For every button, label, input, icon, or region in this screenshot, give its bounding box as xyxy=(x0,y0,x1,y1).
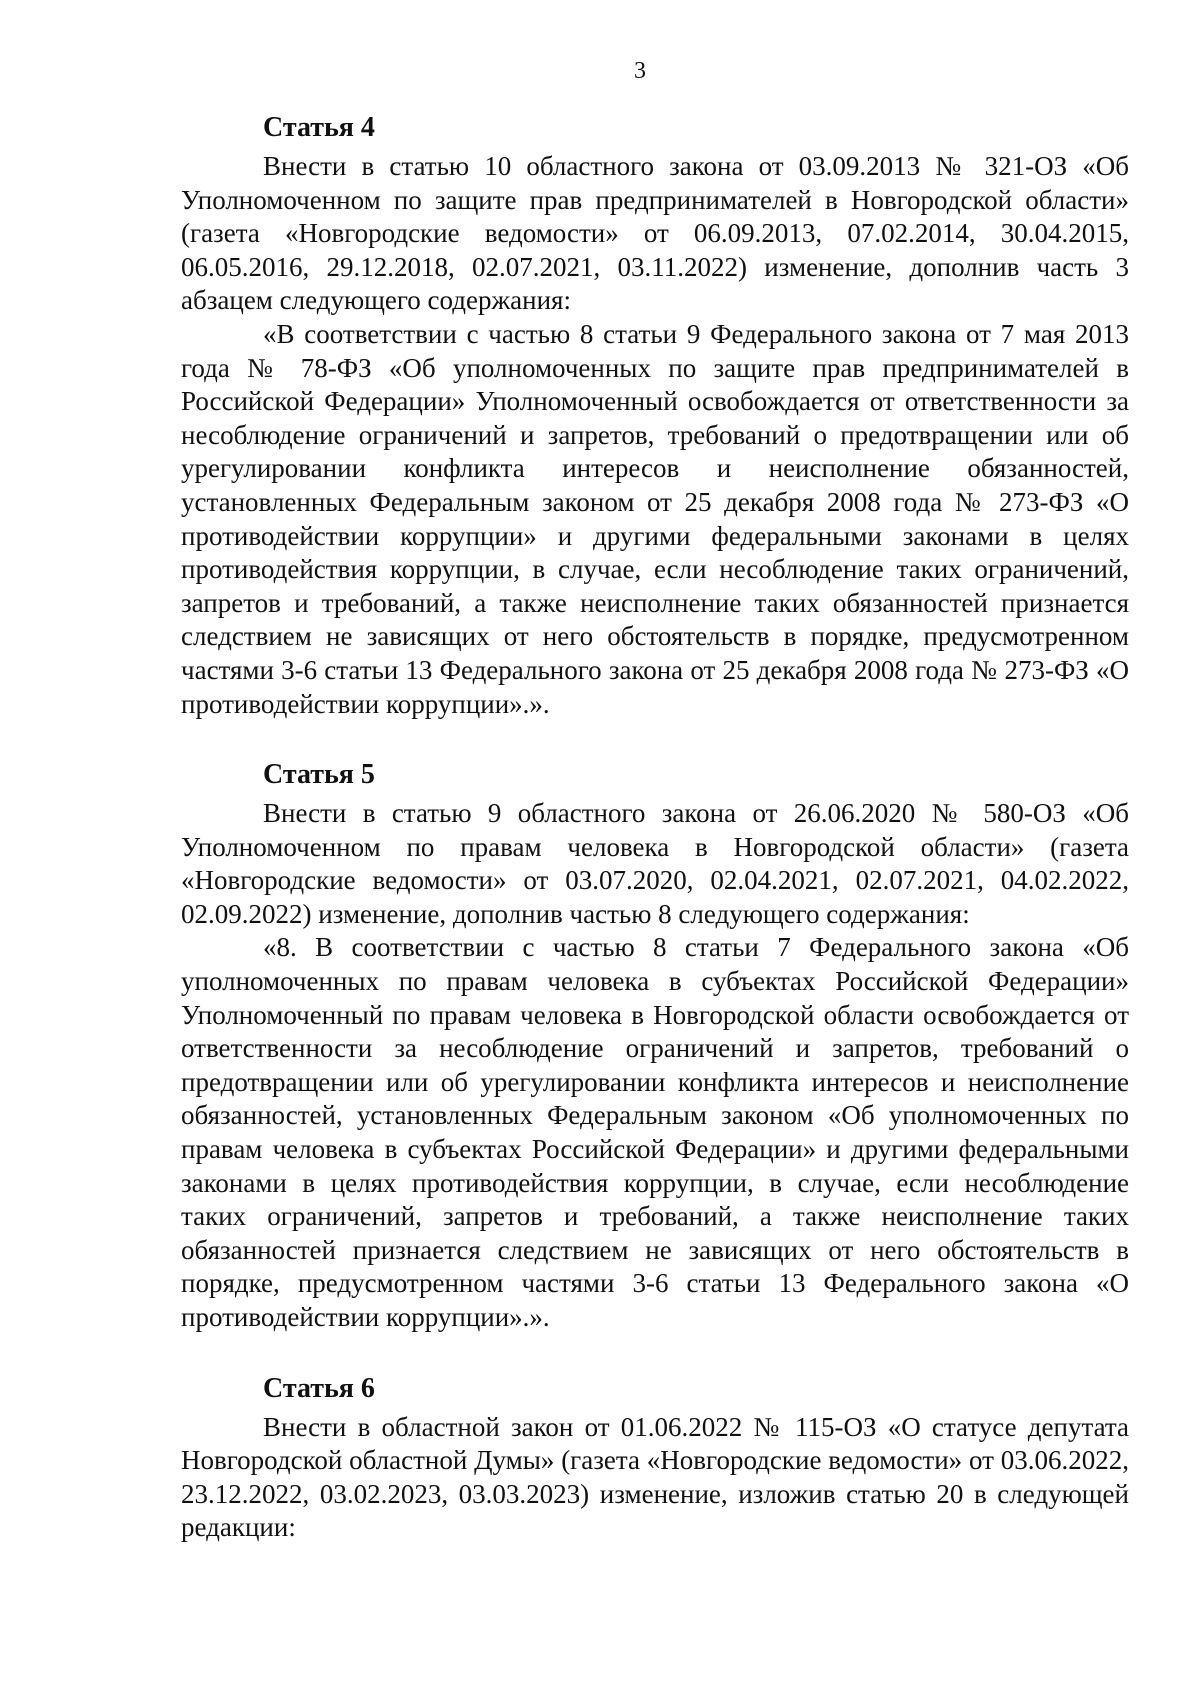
article-heading: Статья 4 xyxy=(263,112,375,143)
document-body xyxy=(181,108,1129,1545)
article-paragraph: Внести в статью 10 областного закона от 03.09.2013 № 321-ОЗ «Об Уполномоченном по защите прав предпринимателей в Новгородской области» (газета «Новгородские ведомости» от 06.09.2013, 07.02.2014, 30.04.2015, 06.05.2016, 29.12.2018, 02.07.2021, 03.11.2022) изменение, дополнив часть 3 абзацем следующего содержания: xyxy=(181,151,1129,316)
article-6 xyxy=(181,1369,1129,1545)
article-paragraph: «8. В соответствии с частью 8 статьи 7 Федерального закона «Об уполномоченных по правам человека в субъектах Российской Федерации» Уполномоченный по правам человека в Новгородской области освобождается от ответственности за несоблюдение ограничений и запретов, требований о предотвращении или об урегулировании конфликта интересов и неисполнение обязанностей, установленных Федеральным законом «Об уполномоченных по правам человека в субъектах Российской Федерации» и другими федеральными законами в целях противодействия коррупции, в случае, если несоблюдение таких ограничений, запретов и требований, а также неисполнение таких обязанностей признается следствием не зависящих от него обстоятельств в порядке, предусмотренном частями 3-6 статьи 13 Федерального закона «О противодействии коррупции».». xyxy=(181,932,1129,1332)
article-heading: Статья 6 xyxy=(263,1372,375,1404)
article-paragraph: Внести в областной закон от 01.06.2022 № 115-ОЗ «О статусе депутата Новгородской областной Думы» (газета «Новгородские ведомости» от 03.06.2022, 23.12.2022, 03.02.2023, 03.03.2023) изменение, изложив статью 20 в следующей редакции: xyxy=(181,1411,1129,1543)
article-4 xyxy=(181,108,1129,721)
article-paragraph: «В соответствии с частью 8 статьи 9 Федерального закона от 7 мая 2013 года № 78-ФЗ «Об уполномоченных по защите прав предпринимателей в Российской Федерации» Уполномоченный освобождается от ответственности за несоблюдение ограничений и запретов, требований о предотвращении или об урегулировании конфликта интересов и неисполнение обязанностей, установленных Федеральным законом от 25 декабря 2008 года № 273-ФЗ «О противодействии коррупции» и другими федеральными законами в целях противодействия коррупции, в случае, если несоблюдение таких ограничений, запретов и требований, а также неисполнение таких обязанностей признается следствием не зависящих от него обстоятельств в порядке, предусмотренном частями 3-6 статьи 13 Федерального закона от 25 декабря 2008 года № 273-ФЗ «О противодействии коррупции».». xyxy=(181,318,1129,719)
article-paragraph: Внести в статью 9 областного закона от 26.06.2020 № 580-ОЗ «Об Уполномоченном по правам человека в Новгородской области» (газета «Новгородские ведомости» от 03.07.2020, 02.04.2021, 02.07.2021, 04.02.2022, 02.09.2022) изменение, дополнив частью 8 следующего содержания: xyxy=(181,798,1129,929)
page-number: 3 xyxy=(634,58,646,84)
article-heading: Статья 5 xyxy=(263,759,375,791)
article-5 xyxy=(181,755,1129,1335)
